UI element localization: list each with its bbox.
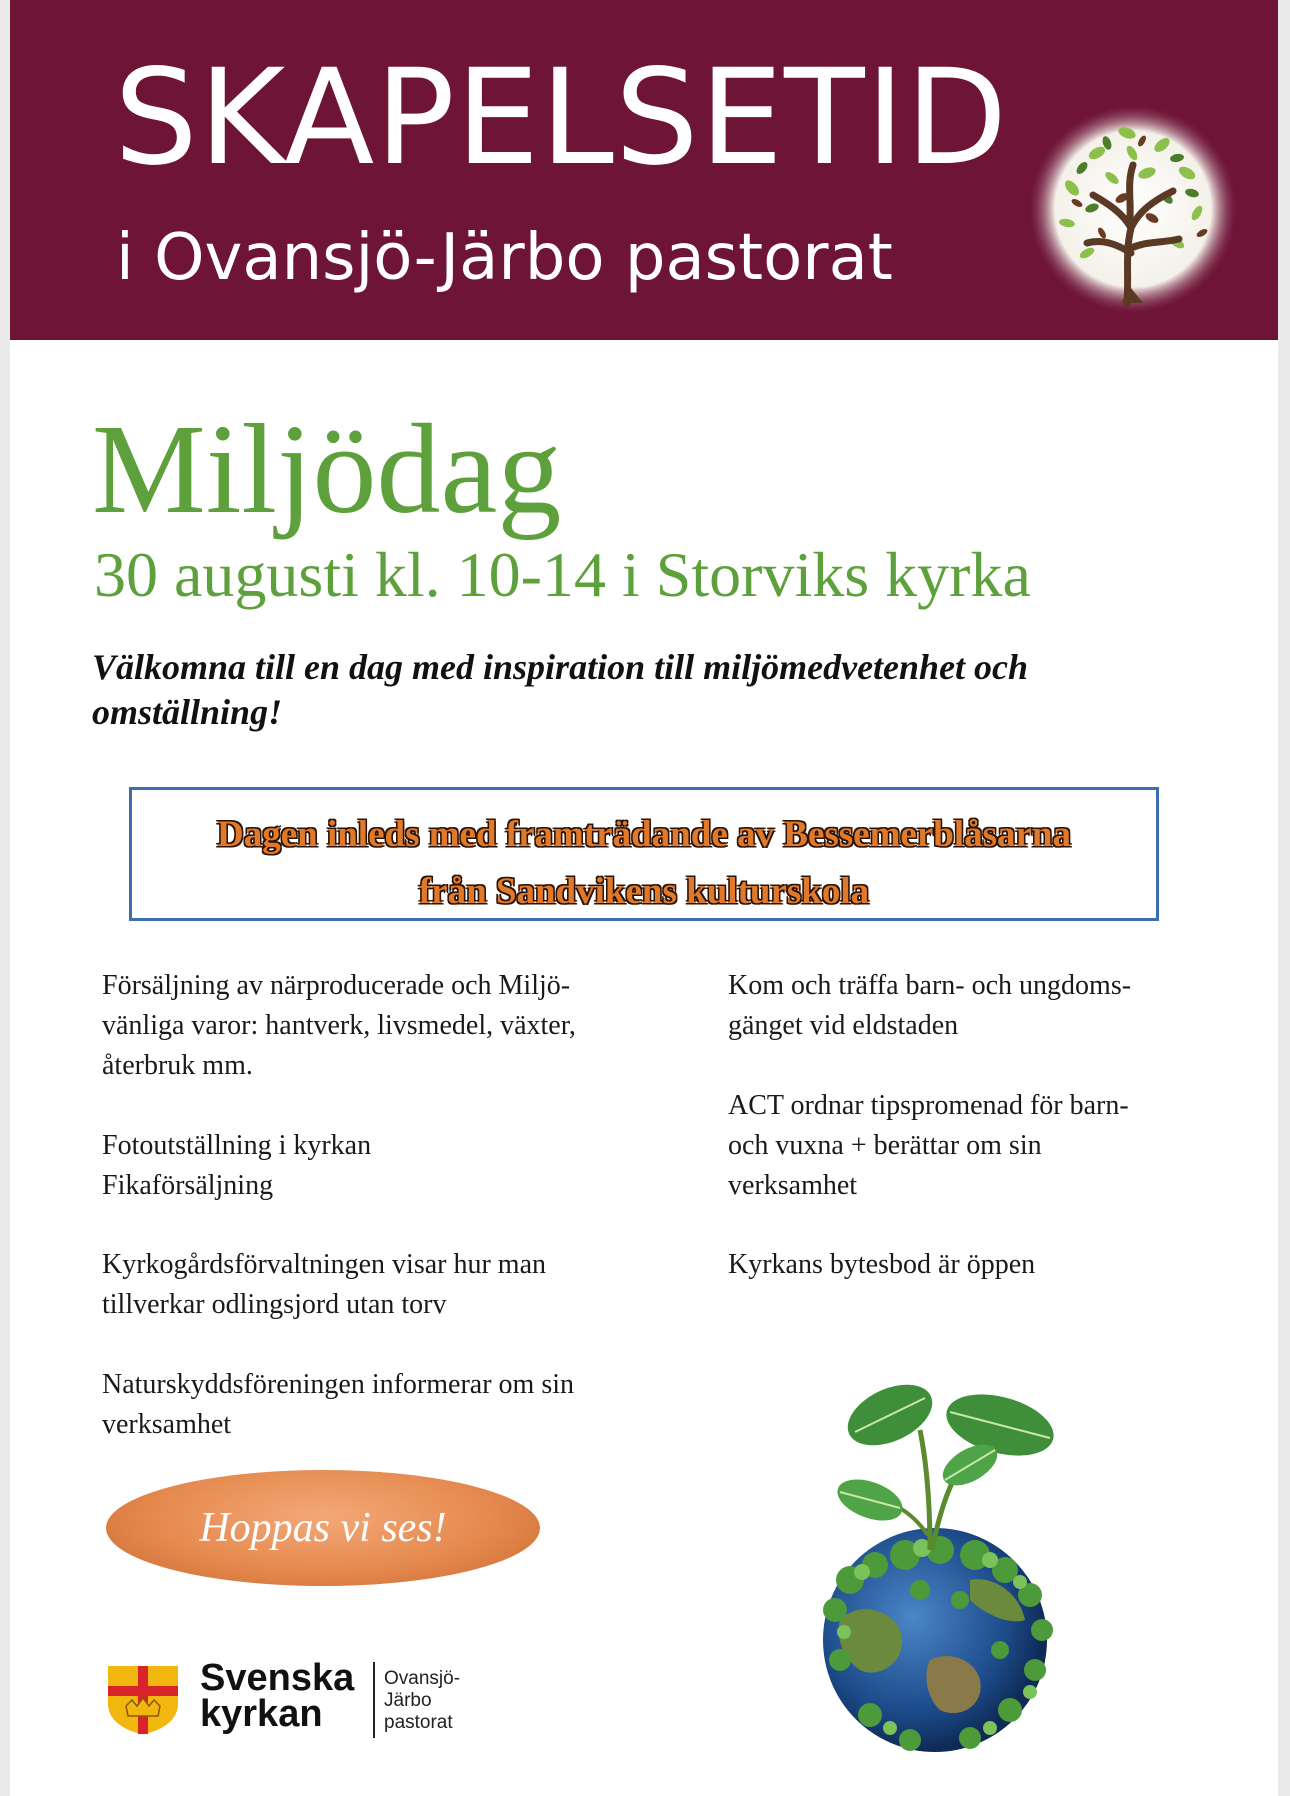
poster: [10, 0, 1278, 1796]
intro-box: [129, 787, 1159, 921]
welcome-text: Välkomna till en dag med inspiration till miljömedvetenhet och omställning!: [92, 647, 1029, 732]
list-item-line: Fotoutställning i kyrkan: [102, 1130, 372, 1161]
org-name-line-2: kyrkan: [200, 1693, 323, 1735]
logo-divider: [373, 1662, 375, 1738]
event-title: Miljödag: [92, 398, 562, 540]
globe-with-plant-icon: [780, 1360, 1090, 1760]
list-item-line: verksamhet: [102, 1409, 232, 1440]
intro-line-1: Dagen inleds med framträdande av Bessemerblåsarna: [216, 814, 1072, 855]
list-item: [728, 1086, 1208, 1206]
list-item-line: ACT ordnar tipspromenad för barn-: [728, 1090, 1129, 1121]
closing-text: Hoppas vi ses!: [199, 1505, 447, 1551]
list-item: [102, 966, 642, 1086]
list-item-line: vänliga varor: hantverk, livsmedel, växter,: [102, 1010, 576, 1041]
tree-icon: [1027, 103, 1239, 315]
parish-line-1: Ovansjö-: [384, 1668, 461, 1689]
list-item-line: tillverkar odlingsjord utan torv: [102, 1289, 447, 1320]
list-item-line: Fikaförsäljning: [102, 1170, 274, 1201]
org-name-line-1: Svenska: [200, 1657, 355, 1699]
list-item: [102, 1245, 642, 1325]
list-item: [102, 1365, 642, 1445]
list-item-line: återbruk mm.: [102, 1050, 253, 1081]
parish-line-2: Järbo: [384, 1690, 432, 1711]
list-item: [728, 966, 1208, 1046]
list-item-line: verksamhet: [728, 1170, 858, 1201]
list-item-line: och vuxna + berättar om sin: [728, 1130, 1042, 1161]
list-item-line: Försäljning av närproducerade och Miljö-: [102, 970, 571, 1001]
closing-oval: [106, 1470, 540, 1586]
header-banner: [10, 0, 1278, 340]
list-item-line: Kyrkans bytesbod är öppen: [728, 1249, 1036, 1280]
banner-subtitle: i Ovansjö-Järbo pastorat: [116, 221, 893, 295]
list-item: [102, 1126, 642, 1206]
church-crown-crest-icon: [106, 1664, 180, 1736]
parish-line-3: pastorat: [384, 1712, 453, 1733]
list-item-line: Naturskyddsföreningen informerar om sin: [102, 1369, 574, 1400]
banner-title: SKAPELSETID: [114, 41, 1009, 195]
parish-name: [384, 1668, 460, 1734]
intro-line-2: från Sandvikens kulturskola: [418, 871, 870, 912]
list-item: [728, 1245, 1208, 1285]
event-date-location: 30 augusti kl. 10-14 i Storviks kyrka: [94, 539, 1031, 610]
list-item-line: Kom och träffa barn- och ungdoms-: [728, 970, 1132, 1001]
list-item-line: Kyrkogårdsförvaltningen visar hur man: [102, 1249, 546, 1280]
list-item-line: gänget vid eldstaden: [728, 1010, 959, 1041]
svenska-kyrkan-logo-text: [200, 1657, 355, 1735]
